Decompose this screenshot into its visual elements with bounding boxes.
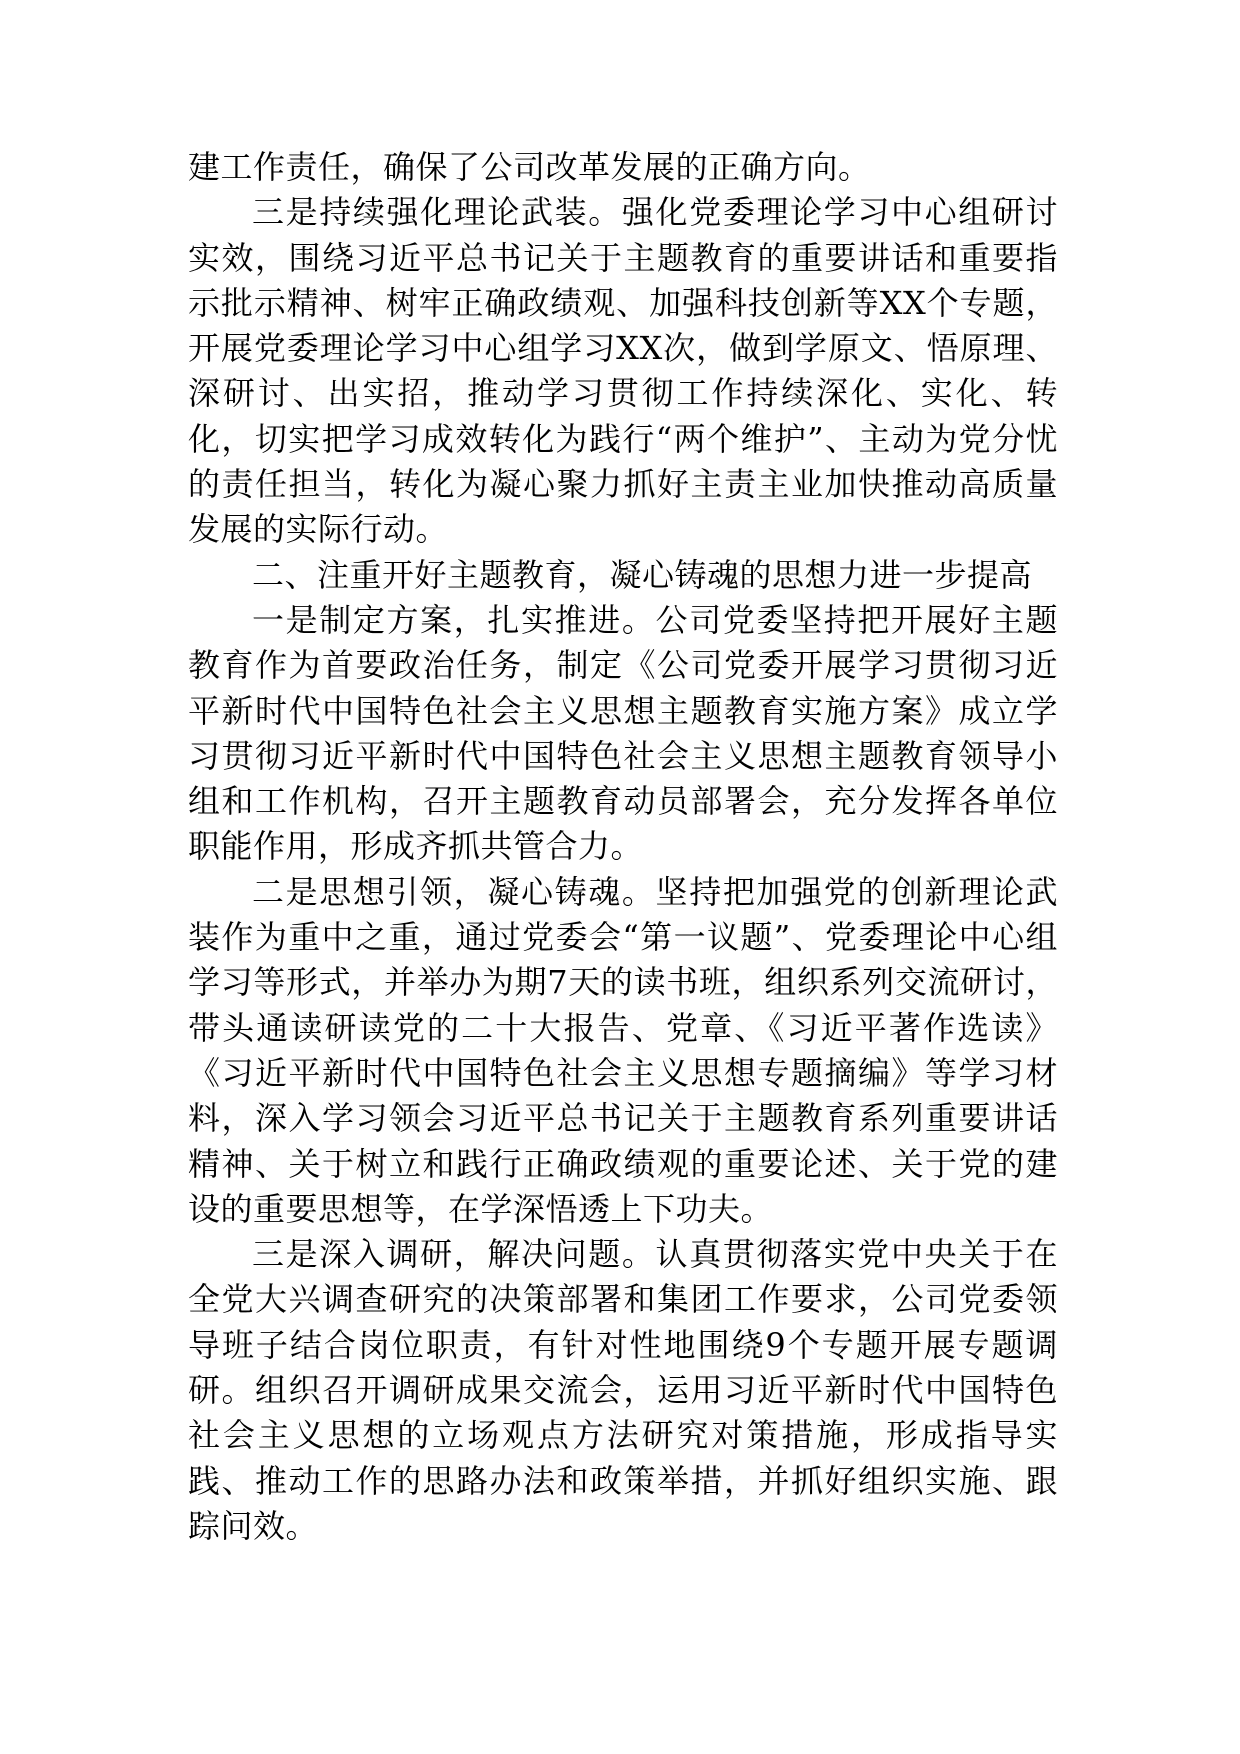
paragraph-continuation: 建工作责任，确保了公司改革发展的正确方向。	[188, 148, 871, 186]
section-heading-theme-education: 二、注重开好主题教育，凝心铸魂的思想力进一步提高	[252, 555, 1033, 594]
paragraph-research: 三是深入调研，解决问题。认真贯彻落实党中央关于在全党大兴调查研究的决策部署和集团工作要求，公司党委领导班子结合岗位职责，有针对性地围绕9个专题开展专题调研。组织召开调研成果交流会，运用习近平新时代中国特色社会主义思想的立场观点方法研究对策措施，形成指导实践、推动工作的思路办法和政策举措，并抓好组织实施、跟踪问效。	[188, 1235, 1058, 1545]
paragraph-thought-leadership: 二是思想引领，凝心铸魂。坚持把加强党的创新理论武装作为重中之重，通过党委会“第一议题”、党委理论中心组学习等形式，并举办为期7天的读书班，组织系列交流研讨，带头通读研读党的二十大报告、党章、《习近平著作选读》《习近平新时代中国特色社会主义思想专题摘编》等学习材料，深入学习领会习近平总书记关于主题教育系列重要讲话精神、关于树立和践行正确政绩观的重要论述、关于党的建设的重要思想等，在学深悟透上下功夫。	[188, 872, 1058, 1228]
paragraph-plan: 一是制定方案，扎实推进。公司党委坚持把开展好主题教育作为首要政治任务，制定《公司党委开展学习贯彻习近平新时代中国特色社会主义思想主题教育实施方案》成立学习贯彻习近平新时代中国特色社会主义思想主题教育领导小组和工作机构，召开主题教育动员部署会，充分发挥各单位职能作用，形成齐抓共管合力。	[188, 600, 1058, 866]
document-body	[188, 145, 1058, 1549]
paragraph-theory-study: 三是持续强化理论武装。强化党委理论学习中心组研讨实效，围绕习近平总书记关于主题教育的重要讲话和重要指示批示精神、树牢正确政绩观、加强科技创新等XX个专题，开展党委理论学习中心组学习XX次，做到学原文、悟原理、深研讨、出实招，推动学习贯彻工作持续深化、实化、转化，切实把学习成效转化为践行“两个维护”、主动为党分忧的责任担当，转化为凝心聚力抓好主责主业加快推动高质量发展的实际行动。	[188, 193, 1058, 549]
